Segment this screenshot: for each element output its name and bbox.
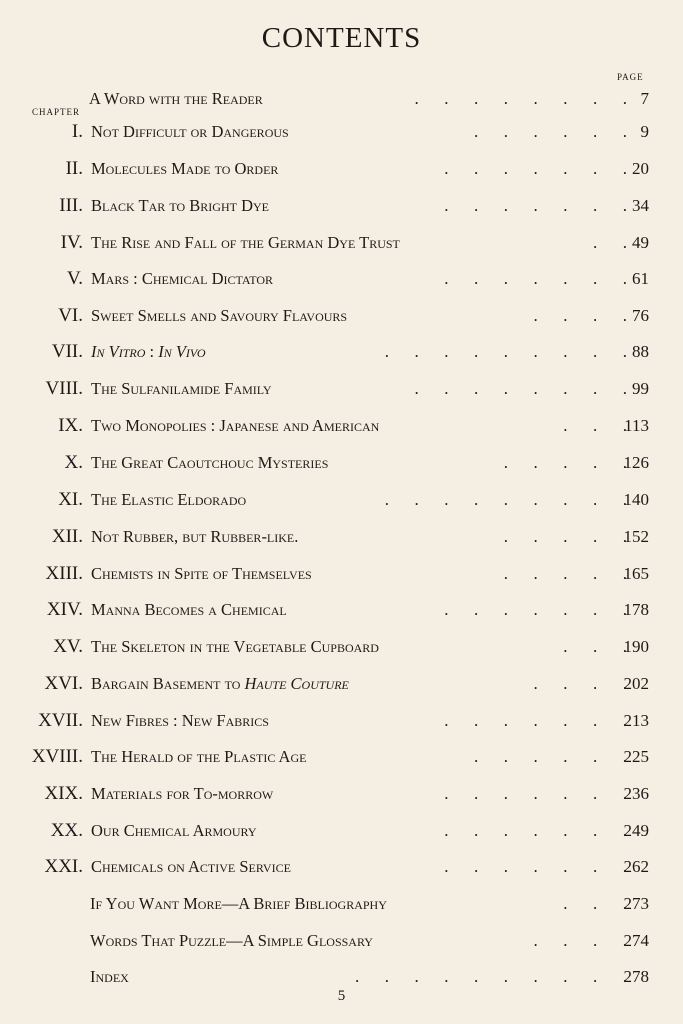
chapter-number: XIX.	[44, 783, 83, 804]
page-ref: 7	[640, 89, 649, 108]
toc-entry	[0, 378, 683, 408]
chapter-title: Molecules Made to Order	[91, 159, 279, 178]
chapter-title: The Sulfanilamide Family	[91, 379, 272, 398]
page-ref: 190	[623, 637, 649, 656]
leader-dots: . . . . . . .	[444, 196, 627, 215]
toc-entry	[0, 341, 683, 371]
page-ref: 99	[632, 379, 649, 398]
leader-dots: . . .	[563, 637, 627, 656]
leader-dots: . . . . . . . . . .	[355, 967, 627, 986]
chapter-title: In Vitro : In Vivo	[91, 342, 206, 361]
page-ref: 278	[623, 967, 649, 986]
leader-dots: . . . . . . .	[444, 711, 627, 730]
chapter-number: XVII.	[38, 710, 83, 731]
toc-entry	[0, 930, 683, 960]
chapter-number: XIII.	[45, 563, 83, 584]
chapter-title: Chemists in Spite of Themselves	[91, 564, 312, 583]
chapter-title: Index	[90, 967, 129, 986]
toc-entry	[0, 673, 683, 703]
page-number: 5	[337, 988, 346, 1004]
page-ref: 140	[623, 490, 649, 509]
page-title: CONTENTS	[261, 22, 422, 54]
toc-entry	[0, 783, 683, 813]
toc-entry	[0, 563, 683, 593]
chapter-title: Materials for To-morrow	[91, 784, 274, 803]
leader-dots: . . .	[563, 894, 627, 913]
toc-entry	[0, 452, 683, 482]
chapter-number: VII.	[51, 341, 83, 362]
leader-dots: . . . . .	[503, 453, 627, 472]
leader-dots: . . . . . .	[474, 122, 627, 141]
toc-entry	[0, 195, 683, 225]
chapter-title: Words That Puzzle—A Simple Glossary	[90, 931, 373, 950]
toc-entry	[0, 121, 683, 151]
chapter-number: XIV.	[46, 599, 83, 620]
chapter-number: III.	[59, 195, 83, 216]
page-column-label: PAGE	[617, 72, 644, 82]
toc-entry	[0, 893, 683, 923]
leader-dots: . . . . . . . .	[414, 379, 627, 398]
page-ref: 274	[623, 931, 649, 950]
toc-entry	[0, 88, 683, 118]
page-ref: 165	[623, 564, 649, 583]
page-ref: 202	[623, 674, 649, 693]
chapter-title: Chemicals on Active Service	[91, 857, 291, 876]
chapter-number: IX.	[58, 415, 83, 436]
page-ref: 88	[632, 342, 649, 361]
page-ref: 20	[632, 159, 649, 178]
page-ref: 34	[632, 196, 649, 215]
page-ref: 262	[623, 857, 649, 876]
toc-entry	[0, 599, 683, 629]
chapter-number: XXI.	[44, 856, 83, 877]
chapter-title: The Herald of the Plastic Age	[91, 747, 307, 766]
chapter-title: Our Chemical Armoury	[91, 821, 257, 840]
chapter-column-label: CHAPTER	[32, 107, 81, 117]
toc-entry	[0, 820, 683, 850]
leader-dots: . . . . . . . . .	[384, 490, 627, 509]
page-ref: 61	[632, 269, 649, 288]
leader-dots: . . . . .	[503, 527, 627, 546]
toc-entry	[0, 636, 683, 666]
leader-dots: . . . . . . .	[444, 269, 627, 288]
chapter-title: The Elastic Eldorado	[91, 490, 247, 509]
toc-entry	[0, 268, 683, 298]
page-ref: 273	[623, 894, 649, 913]
chapter-title: Not Difficult or Dangerous	[91, 122, 289, 141]
page-ref: 152	[623, 527, 649, 546]
toc-entry	[0, 489, 683, 519]
chapter-title: The Rise and Fall of the German Dye Trust	[91, 233, 400, 252]
chapter-title: Not Rubber, but Rubber-like.	[91, 527, 299, 546]
toc-entry	[0, 232, 683, 262]
chapter-title: The Great Caoutchouc Mysteries	[91, 453, 329, 472]
chapter-number: VIII.	[45, 378, 83, 399]
chapter-title: The Skeleton in the Vegetable Cupboard	[91, 637, 379, 656]
leader-dots: . . . . . . .	[444, 857, 627, 876]
chapter-title: A Word with the Reader	[89, 89, 263, 108]
page-ref: 225	[623, 747, 649, 766]
toc-entry	[0, 415, 683, 445]
page-ref: 49	[632, 233, 649, 252]
chapter-title: Mars : Chemical Dictator	[91, 269, 274, 288]
page-ref: 178	[623, 600, 649, 619]
page-ref: 249	[623, 821, 649, 840]
chapter-number: IV.	[60, 232, 83, 253]
toc-entry	[0, 710, 683, 740]
leader-dots: . . . .	[533, 674, 627, 693]
chapter-title: Black Tar to Bright Dye	[91, 196, 269, 215]
leader-dots: . . . . . . . .	[414, 89, 627, 108]
page-ref: 236	[623, 784, 649, 803]
chapter-number: XVI.	[44, 673, 83, 694]
leader-dots: . . . .	[533, 931, 627, 950]
leader-dots: . . .	[563, 416, 627, 435]
chapter-title: Sweet Smells and Savoury Flavours	[91, 306, 348, 325]
chapter-number: XI.	[58, 489, 83, 510]
leader-dots: . . . .	[533, 306, 627, 325]
leader-dots: . . . . . . .	[444, 784, 627, 803]
page-ref: 9	[640, 122, 649, 141]
chapter-number: I.	[71, 121, 83, 142]
chapter-title: Two Monopolies : Japanese and American	[91, 416, 380, 435]
leader-dots: . . . . . . .	[444, 600, 627, 619]
chapter-number: XV.	[53, 636, 83, 657]
page-ref: 76	[632, 306, 649, 325]
leader-dots: . . . . .	[503, 564, 627, 583]
chapter-number: V.	[66, 268, 83, 289]
page-ref: 113	[624, 416, 649, 435]
leader-dots: . . . . . . . . .	[384, 342, 627, 361]
toc-entry	[0, 158, 683, 188]
toc-entry	[0, 856, 683, 886]
page-ref: 126	[623, 453, 649, 472]
chapter-number: XVIII.	[31, 746, 83, 767]
page-ref: 213	[623, 711, 649, 730]
toc-entry	[0, 746, 683, 776]
chapter-title: Bargain Basement to Haute Couture	[91, 674, 349, 693]
chapter-number: X.	[64, 452, 83, 473]
chapter-title: New Fibres : New Fabrics	[91, 711, 269, 730]
leader-dots: . .	[593, 233, 627, 252]
chapter-number: II.	[65, 158, 83, 179]
leader-dots: . . . . . .	[474, 747, 627, 766]
leader-dots: . . . . . . .	[444, 159, 627, 178]
toc-entry	[0, 305, 683, 335]
chapter-number: VI.	[58, 305, 83, 326]
chapter-number: XII.	[51, 526, 83, 547]
toc-entry	[0, 526, 683, 556]
chapter-title: Manna Becomes a Chemical	[91, 600, 287, 619]
leader-dots: . . . . . . .	[444, 821, 627, 840]
chapter-title: If You Want More—A Brief Bibliography	[90, 894, 387, 913]
chapter-number: XX.	[50, 820, 83, 841]
